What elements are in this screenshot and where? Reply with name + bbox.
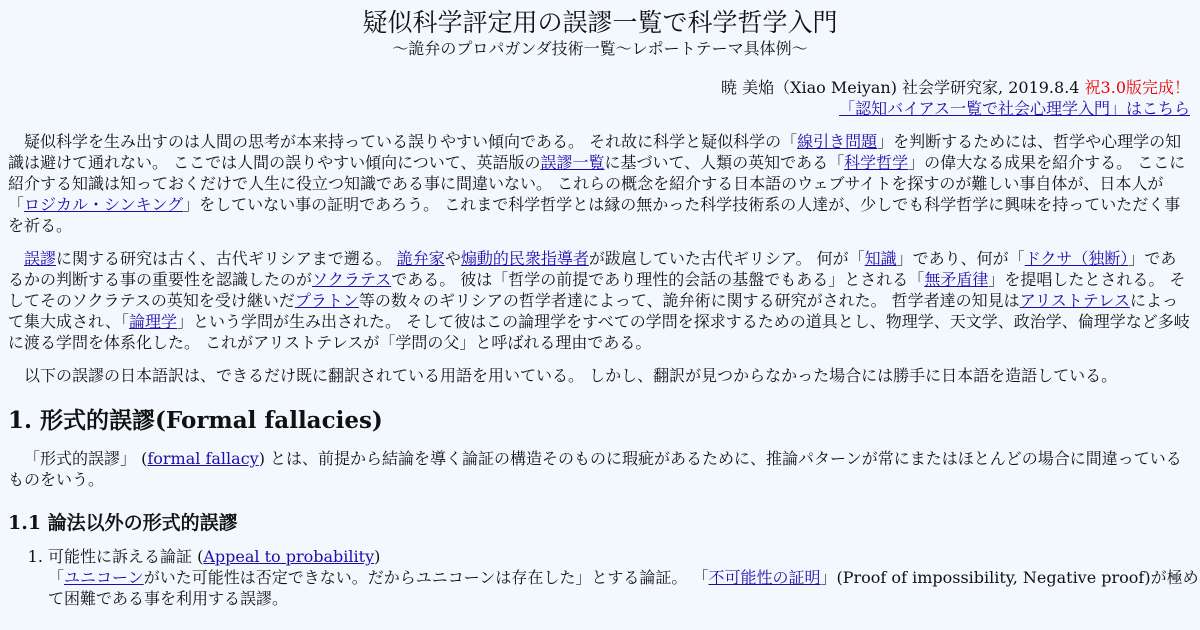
author-block xyxy=(0,77,1200,119)
text: 」をしていない事の証明であろう。 これまで科学哲学とは縁の無かった科学技術系の人達が、少しでも科学哲学に興味を持っていただく事を祈る。 xyxy=(8,195,1181,235)
page-header xyxy=(0,0,1200,60)
page-subtitle: 〜詭弁のプロパガンダ技術一覧〜レポートテーマ具体例〜 xyxy=(392,39,808,58)
link-philosophy-of-science[interactable]: 科学哲学 xyxy=(844,153,909,172)
link-doxa[interactable]: ドクサ（独断） xyxy=(1024,249,1129,268)
text: ) xyxy=(374,547,381,566)
text: に関する研究は古く、古代ギリシアまで遡る。 xyxy=(56,249,397,268)
text: 」という学問が生み出された。 そして彼はこの論理学をすべての学問を探求するための道具とし、物理学、天文学、政治学、倫理学など多岐に渡る学問を体系化した。 これがアリストテレスが「学問の父」と呼ばれる理由である。 xyxy=(8,312,1190,352)
link-unicorn[interactable]: ユニコーン xyxy=(64,568,144,587)
link-formal-fallacy[interactable]: formal fallacy xyxy=(147,449,259,468)
subsection-heading: 1.1 論法以外の形式的誤謬 xyxy=(8,512,238,534)
section-heading-formal-fallacies: 1. 形式的誤謬(Formal fallacies) xyxy=(8,407,383,434)
link-knowledge[interactable]: 知識 xyxy=(864,249,897,268)
text: である。 彼は「哲学の前提であり理性的会話の基盤でもある」とされる「 xyxy=(391,270,925,289)
text: 」の偉大なる成果を紹介する。 ここに紹介する知識は知っておくだけで人生に役立つ知識である事に間違いない。 これらの概念を紹介する日本語のウェブサイトを探すのが難しい事自体が、日本人が「 xyxy=(8,153,1186,214)
text: 」を提唱したとされる。 そしてそのソクラテスの英知を受け継いだ xyxy=(8,270,1186,310)
text: 疑似科学を生み出すのは人間の思考が本来持っている誤りやすい傾向である。 それ故に科学と疑似科学の「 xyxy=(24,132,798,151)
text: 「形式的誤謬」 ( xyxy=(24,449,148,468)
link-demagogue[interactable]: 煽動的民衆指導者 xyxy=(460,249,589,268)
link-sophist[interactable]: 詭弁家 xyxy=(396,249,445,268)
text: 」(Proof of impossibility, Negative proof)が極めて困難である事を利用する誤謬。 xyxy=(48,568,1199,608)
fallacy-list xyxy=(0,546,1200,609)
formal-fallacy-description xyxy=(0,448,1200,490)
text: や xyxy=(444,249,461,268)
link-non-contradiction[interactable]: 無矛盾律 xyxy=(924,270,989,289)
text: に基づいて、人類の英知である「 xyxy=(604,153,845,172)
intro-paragraph-2 xyxy=(0,248,1200,353)
link-socrates[interactable]: ソクラテス xyxy=(312,270,392,289)
cognitive-bias-link[interactable]: 「認知バイアス一覧で社会心理学入門」はこちら xyxy=(839,99,1190,118)
text: がいた可能性は否定できない。だからユニコーンは存在した」とする論証。 「 xyxy=(143,568,709,587)
link-fallacy-list[interactable]: 誤謬一覧 xyxy=(540,153,605,172)
text: 「 xyxy=(48,568,65,587)
text: 」であり、何が「 xyxy=(896,249,1025,268)
link-logic[interactable]: 論理学 xyxy=(128,312,177,331)
author-line: 暁 美焔（Xiao Meiyan) 社会学研究家, 2019.8.4 xyxy=(721,78,1085,97)
celebration-text: 祝3.0版完成！ xyxy=(1084,78,1190,97)
text: 」であるかの判断する事の重要性を認識したのが xyxy=(8,249,1177,289)
link-fallacy[interactable]: 誤謬 xyxy=(24,249,57,268)
link-plato[interactable]: プラトン xyxy=(294,291,359,310)
link-aristotle[interactable]: アリストテレス xyxy=(1019,291,1130,310)
text: 等の数々のギリシアの哲学者達によって、詭弁術に関する研究がされた。 哲学者達の知見は xyxy=(358,291,1020,310)
link-appeal-to-probability[interactable]: Appeal to probability xyxy=(203,547,375,566)
page-title: 疑似科学評定用の誤謬一覧で科学哲学入門 xyxy=(362,8,838,37)
text: が跋扈していた古代ギリシア。 何が「 xyxy=(588,249,865,268)
intro-paragraph-3: 以下の誤謬の日本語訳は、できるだけ既に翻訳されている用語を用いている。 しかし、翻訳が見つからなかった場合には勝手に日本語を造語している。 xyxy=(24,366,1118,385)
list-item xyxy=(48,546,1200,609)
text: によって集大成され、「 xyxy=(8,291,1178,331)
text: 可能性に訴える論証 ( xyxy=(48,547,204,566)
link-proof-of-impossibility[interactable]: 不可能性の証明 xyxy=(708,568,821,587)
link-demarcation[interactable]: 線引き問題 xyxy=(797,132,878,151)
intro-paragraph-1 xyxy=(0,131,1200,236)
link-logical-thinking[interactable]: ロジカル・シンキング xyxy=(24,195,184,214)
text: 」を判断するためには、哲学や心理学の知識は避けて通れない。 ここでは人間の誤りやすい傾向について、英語版の xyxy=(8,132,1182,172)
text: ) とは、前提から結論を導く論証の構造そのものに瑕疵があるために、推論パターンが常にまたはほとんどの場合に間違っているものをいう。 xyxy=(8,449,1182,489)
